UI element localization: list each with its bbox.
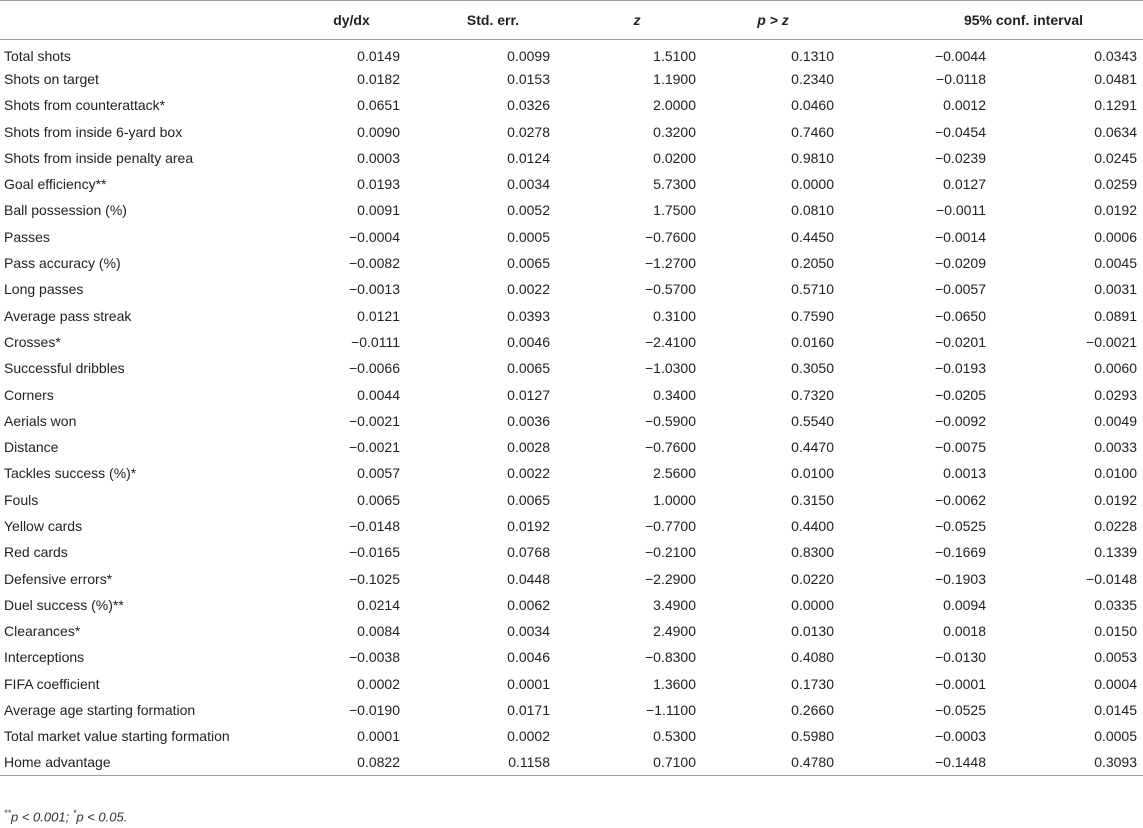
z-cell: 2.5600 xyxy=(653,465,696,482)
p-cell: 0.0000 xyxy=(791,176,834,193)
ci-lower-cell: −0.0650 xyxy=(935,307,986,324)
table-row xyxy=(0,408,1143,434)
dydx-cell: 0.0121 xyxy=(357,307,400,324)
std-err-cell: 0.0052 xyxy=(507,202,550,219)
p-cell: 0.3150 xyxy=(791,491,834,508)
dydx-cell: 0.0149 xyxy=(357,47,400,64)
dydx-cell: 0.0057 xyxy=(357,465,400,482)
z-cell: 1.7500 xyxy=(653,202,696,219)
header-row xyxy=(0,1,1143,40)
dydx-cell: 0.0002 xyxy=(357,675,400,692)
p-cell: 0.4400 xyxy=(791,517,834,534)
row-label: Shots from inside penalty area xyxy=(4,149,194,166)
ci-upper-cell: 0.0060 xyxy=(1094,360,1138,377)
table-row xyxy=(0,145,1143,171)
z-cell: −0.7700 xyxy=(645,517,696,534)
z-cell: −1.2700 xyxy=(645,255,696,272)
footnote-mark-single: * xyxy=(72,808,77,818)
ci-upper-cell: 0.0004 xyxy=(1094,675,1138,692)
table-row xyxy=(0,723,1143,749)
ci-upper-cell: 0.1339 xyxy=(1094,544,1138,561)
std-err-cell: 0.0022 xyxy=(507,465,550,482)
row-label: FIFA coefficient xyxy=(4,675,100,692)
row-label: Distance xyxy=(4,439,59,456)
std-err-cell: 0.0005 xyxy=(507,228,550,245)
table-row xyxy=(0,197,1143,223)
z-cell: −0.5900 xyxy=(645,412,696,429)
p-cell: 0.0220 xyxy=(791,570,834,587)
std-err-cell: 0.0192 xyxy=(507,517,550,534)
std-err-cell: 0.0448 xyxy=(507,570,550,587)
row-label: Successful dribbles xyxy=(4,360,125,377)
dydx-cell: −0.0021 xyxy=(349,412,400,429)
table-header xyxy=(0,1,1143,40)
std-err-cell: 0.0065 xyxy=(507,255,550,272)
ci-lower-cell: −0.0075 xyxy=(935,439,986,456)
ci-upper-cell: 0.0259 xyxy=(1094,176,1138,193)
ci-upper-cell: 0.0100 xyxy=(1094,465,1138,482)
ci-upper-cell: 0.0891 xyxy=(1094,307,1138,324)
row-label: Fouls xyxy=(4,491,39,508)
row-label: Pass accuracy (%) xyxy=(4,255,121,272)
p-cell: 0.0000 xyxy=(791,596,834,613)
row-label: Shots from inside 6-yard box xyxy=(4,123,183,140)
dydx-cell: 0.0003 xyxy=(357,149,400,166)
table-body xyxy=(0,40,1143,776)
table-row xyxy=(0,224,1143,250)
table-row xyxy=(0,539,1143,565)
dydx-cell: −0.1025 xyxy=(349,570,400,587)
std-err-cell: 0.0099 xyxy=(507,47,550,64)
p-cell: 0.0810 xyxy=(791,202,834,219)
table-row xyxy=(0,40,1143,66)
dydx-cell: 0.0084 xyxy=(357,623,400,640)
table-row xyxy=(0,592,1143,618)
table-row xyxy=(0,302,1143,328)
table-row xyxy=(0,381,1143,407)
std-err-cell: 0.0065 xyxy=(507,360,550,377)
header-z: z xyxy=(633,12,641,28)
table-row xyxy=(0,118,1143,144)
ci-lower-cell: −0.1448 xyxy=(935,754,986,771)
footnote-text-double: p < 0.001; xyxy=(11,809,73,825)
ci-upper-cell: −0.0021 xyxy=(1086,333,1138,350)
ci-lower-cell: −0.0205 xyxy=(935,386,986,403)
footnote-text-single: p < 0.05. xyxy=(76,809,128,825)
p-cell: 0.5710 xyxy=(791,281,834,298)
ci-upper-cell: 0.0228 xyxy=(1094,517,1138,534)
row-label: Average age starting formation xyxy=(4,702,196,719)
ci-upper-cell: 0.0145 xyxy=(1094,702,1138,719)
std-err-cell: 0.0001 xyxy=(507,675,550,692)
p-cell: 0.4470 xyxy=(791,439,834,456)
row-label: Shots on target xyxy=(4,70,99,87)
z-cell: −0.8300 xyxy=(645,649,696,666)
ci-lower-cell: −0.0454 xyxy=(935,123,986,140)
std-err-cell: 0.0022 xyxy=(507,281,550,298)
ci-lower-cell: 0.0012 xyxy=(943,97,986,114)
ci-lower-cell: −0.0525 xyxy=(935,517,986,534)
ci-lower-cell: −0.0011 xyxy=(936,202,986,219)
table-row xyxy=(0,644,1143,670)
table-row xyxy=(0,92,1143,118)
ci-upper-cell: 0.0343 xyxy=(1094,47,1138,64)
p-cell: 0.1310 xyxy=(791,47,834,64)
dydx-cell: 0.0065 xyxy=(357,491,400,508)
ci-upper-cell: 0.1291 xyxy=(1094,97,1138,114)
row-label: Tackles success (%)* xyxy=(4,465,137,482)
dydx-cell: 0.0091 xyxy=(357,202,400,219)
ci-lower-cell: −0.1903 xyxy=(935,570,986,587)
dydx-cell: 0.0214 xyxy=(357,596,400,613)
z-cell: −0.2100 xyxy=(645,544,696,561)
row-label: Total shots xyxy=(4,47,71,64)
std-err-cell: 0.0124 xyxy=(507,149,550,166)
z-cell: −0.7600 xyxy=(645,228,696,245)
p-cell: 0.0460 xyxy=(791,97,834,114)
ci-lower-cell: 0.0094 xyxy=(943,596,986,613)
ci-upper-cell: 0.0481 xyxy=(1094,70,1138,87)
header-dydx: dy/dx xyxy=(333,12,370,28)
header-p: p > z xyxy=(757,12,789,28)
table-row xyxy=(0,460,1143,486)
p-cell: 0.4450 xyxy=(791,228,834,245)
row-label: Crosses* xyxy=(4,333,61,350)
table-row xyxy=(0,697,1143,723)
z-cell: −1.1100 xyxy=(646,702,696,719)
table-row xyxy=(0,487,1143,513)
row-label: Yellow cards xyxy=(4,517,83,534)
std-err-cell: 0.0062 xyxy=(507,596,550,613)
std-err-cell: 0.1158 xyxy=(508,754,550,771)
z-cell: −0.7600 xyxy=(645,439,696,456)
std-err-cell: 0.0278 xyxy=(507,123,550,140)
p-cell: 0.5540 xyxy=(791,412,834,429)
row-label: Goal efficiency** xyxy=(4,176,107,193)
std-err-cell: 0.0326 xyxy=(507,97,550,114)
ci-upper-cell: 0.0033 xyxy=(1094,439,1138,456)
dydx-cell: 0.0090 xyxy=(357,123,400,140)
ci-lower-cell: −0.0014 xyxy=(935,228,986,245)
p-cell: 0.0160 xyxy=(791,333,834,350)
std-err-cell: 0.0065 xyxy=(507,491,550,508)
row-label: Clearances* xyxy=(4,623,81,640)
header-std-err: Std. err. xyxy=(466,12,520,28)
row-label: Total market value starting formation xyxy=(4,728,230,745)
std-err-cell: 0.0153 xyxy=(507,70,550,87)
ci-lower-cell: −0.0062 xyxy=(935,491,986,508)
p-cell: 0.7320 xyxy=(791,386,834,403)
ci-upper-cell: 0.0005 xyxy=(1094,728,1138,745)
ci-lower-cell: −0.0193 xyxy=(935,360,986,377)
p-cell: 0.1730 xyxy=(791,675,834,692)
std-err-cell: 0.0034 xyxy=(507,176,550,193)
table-row xyxy=(0,513,1143,539)
std-err-cell: 0.0046 xyxy=(507,333,550,350)
ci-lower-cell: −0.0057 xyxy=(935,281,986,298)
p-cell: 0.3050 xyxy=(791,360,834,377)
z-cell: 0.0200 xyxy=(653,149,696,166)
dydx-cell: −0.0111 xyxy=(351,333,400,350)
dydx-cell: −0.0004 xyxy=(349,228,400,245)
ci-lower-cell: −0.0525 xyxy=(935,702,986,719)
ci-upper-cell: 0.0006 xyxy=(1094,228,1138,245)
z-cell: 3.4900 xyxy=(653,596,696,613)
dydx-cell: −0.0165 xyxy=(349,544,400,561)
row-label: Interceptions xyxy=(4,649,85,666)
ci-lower-cell: −0.1669 xyxy=(935,544,986,561)
row-label: Ball possession (%) xyxy=(4,202,127,219)
dydx-cell: −0.0190 xyxy=(349,702,400,719)
table-row xyxy=(0,434,1143,460)
ci-upper-cell: 0.0049 xyxy=(1094,412,1138,429)
std-err-cell: 0.0034 xyxy=(507,623,550,640)
dydx-cell: 0.0822 xyxy=(357,754,400,771)
dydx-cell: 0.0193 xyxy=(357,176,400,193)
row-label: Shots from counterattack* xyxy=(4,97,166,114)
z-cell: −0.5700 xyxy=(645,281,696,298)
p-cell: 0.4780 xyxy=(791,754,834,771)
ci-upper-cell: 0.0192 xyxy=(1094,202,1138,219)
z-cell: 0.3200 xyxy=(653,123,696,140)
p-cell: 0.0100 xyxy=(791,465,834,482)
p-cell: 0.4080 xyxy=(791,649,834,666)
ci-upper-cell: 0.0150 xyxy=(1094,623,1138,640)
table-row xyxy=(0,276,1143,302)
dydx-cell: −0.0038 xyxy=(349,649,400,666)
p-cell: 0.8300 xyxy=(791,544,834,561)
ci-upper-cell: 0.0634 xyxy=(1094,123,1138,140)
footnote-mark-double: ** xyxy=(4,808,12,818)
table-row xyxy=(0,66,1143,92)
std-err-cell: 0.0127 xyxy=(507,386,550,403)
std-err-cell: 0.0768 xyxy=(507,544,550,561)
z-cell: 0.7100 xyxy=(653,754,696,771)
table-row xyxy=(0,618,1143,644)
p-cell: 0.7590 xyxy=(791,307,834,324)
ci-lower-cell: 0.0013 xyxy=(943,465,986,482)
ci-lower-cell: −0.0201 xyxy=(935,333,986,350)
p-cell: 0.2340 xyxy=(791,70,834,87)
table-row xyxy=(0,750,1143,776)
ci-upper-cell: 0.3093 xyxy=(1094,754,1138,771)
header-variable xyxy=(0,1,263,40)
std-err-cell: 0.0046 xyxy=(507,649,550,666)
significance-footnote xyxy=(4,808,127,824)
table-row xyxy=(0,250,1143,276)
ci-upper-cell: 0.0245 xyxy=(1094,149,1138,166)
row-label: Average pass streak xyxy=(4,307,132,324)
ci-lower-cell: 0.0018 xyxy=(943,623,986,640)
ci-upper-cell: 0.0293 xyxy=(1094,386,1138,403)
dydx-cell: 0.0001 xyxy=(357,728,400,745)
ci-lower-cell: −0.0001 xyxy=(935,675,986,692)
row-label: Red cards xyxy=(4,544,68,561)
dydx-cell: −0.0082 xyxy=(349,255,400,272)
z-cell: 2.4900 xyxy=(653,623,696,640)
ci-upper-cell: 0.0053 xyxy=(1094,649,1138,666)
z-cell: 0.5300 xyxy=(653,728,696,745)
row-label: Aerials won xyxy=(4,412,77,429)
table-row xyxy=(0,671,1143,697)
z-cell: 1.3600 xyxy=(653,675,696,692)
table-row xyxy=(0,329,1143,355)
ci-upper-cell: 0.0045 xyxy=(1094,255,1138,272)
header-conf-interval: 95% conf. interval xyxy=(963,12,1084,28)
p-cell: 0.7460 xyxy=(791,123,834,140)
p-cell: 0.2660 xyxy=(791,702,834,719)
z-cell: 1.0000 xyxy=(653,491,696,508)
row-label: Defensive errors* xyxy=(4,570,113,587)
p-cell: 0.2050 xyxy=(791,255,834,272)
dydx-cell: 0.0044 xyxy=(357,386,400,403)
z-cell: 1.1900 xyxy=(653,70,696,87)
std-err-cell: 0.0002 xyxy=(507,728,550,745)
ci-upper-cell: 0.0031 xyxy=(1094,281,1138,298)
ci-lower-cell: −0.0118 xyxy=(936,70,986,87)
table-row xyxy=(0,565,1143,591)
ci-lower-cell: −0.0239 xyxy=(935,149,986,166)
dydx-cell: 0.0182 xyxy=(357,70,400,87)
row-label: Corners xyxy=(4,386,54,403)
table-row xyxy=(0,171,1143,197)
ci-upper-cell: −0.0148 xyxy=(1086,570,1138,587)
p-cell: 0.0130 xyxy=(791,623,834,640)
z-cell: −1.0300 xyxy=(645,360,696,377)
dydx-cell: −0.0066 xyxy=(349,360,400,377)
ci-lower-cell: −0.0044 xyxy=(935,47,986,64)
std-err-cell: 0.0036 xyxy=(507,412,550,429)
ci-lower-cell: −0.0130 xyxy=(935,649,986,666)
std-err-cell: 0.0028 xyxy=(507,439,550,456)
p-cell: 0.5980 xyxy=(791,728,834,745)
z-cell: 0.3100 xyxy=(653,307,696,324)
p-cell: 0.9810 xyxy=(791,149,834,166)
row-label: Duel success (%)** xyxy=(4,596,124,613)
ci-upper-cell: 0.0335 xyxy=(1094,596,1138,613)
row-label: Long passes xyxy=(4,281,84,298)
z-cell: −2.2900 xyxy=(645,570,696,587)
ci-lower-cell: −0.0092 xyxy=(935,412,986,429)
z-cell: −2.4100 xyxy=(645,333,696,350)
table-row xyxy=(0,355,1143,381)
ci-lower-cell: −0.0003 xyxy=(935,728,986,745)
z-cell: 1.5100 xyxy=(653,47,696,64)
z-cell: 2.0000 xyxy=(653,97,696,114)
row-label: Home advantage xyxy=(4,754,111,771)
dydx-cell: 0.0651 xyxy=(357,97,400,114)
dydx-cell: −0.0013 xyxy=(349,281,400,298)
std-err-cell: 0.0171 xyxy=(507,702,550,719)
dydx-cell: −0.0021 xyxy=(349,439,400,456)
z-cell: 5.7300 xyxy=(653,176,696,193)
ci-lower-cell: −0.0209 xyxy=(935,255,986,272)
ci-lower-cell: 0.0127 xyxy=(943,176,986,193)
std-err-cell: 0.0393 xyxy=(507,307,550,324)
dydx-cell: −0.0148 xyxy=(349,517,400,534)
row-label: Passes xyxy=(4,228,50,245)
ci-upper-cell: 0.0192 xyxy=(1094,491,1138,508)
z-cell: 0.3400 xyxy=(653,386,696,403)
